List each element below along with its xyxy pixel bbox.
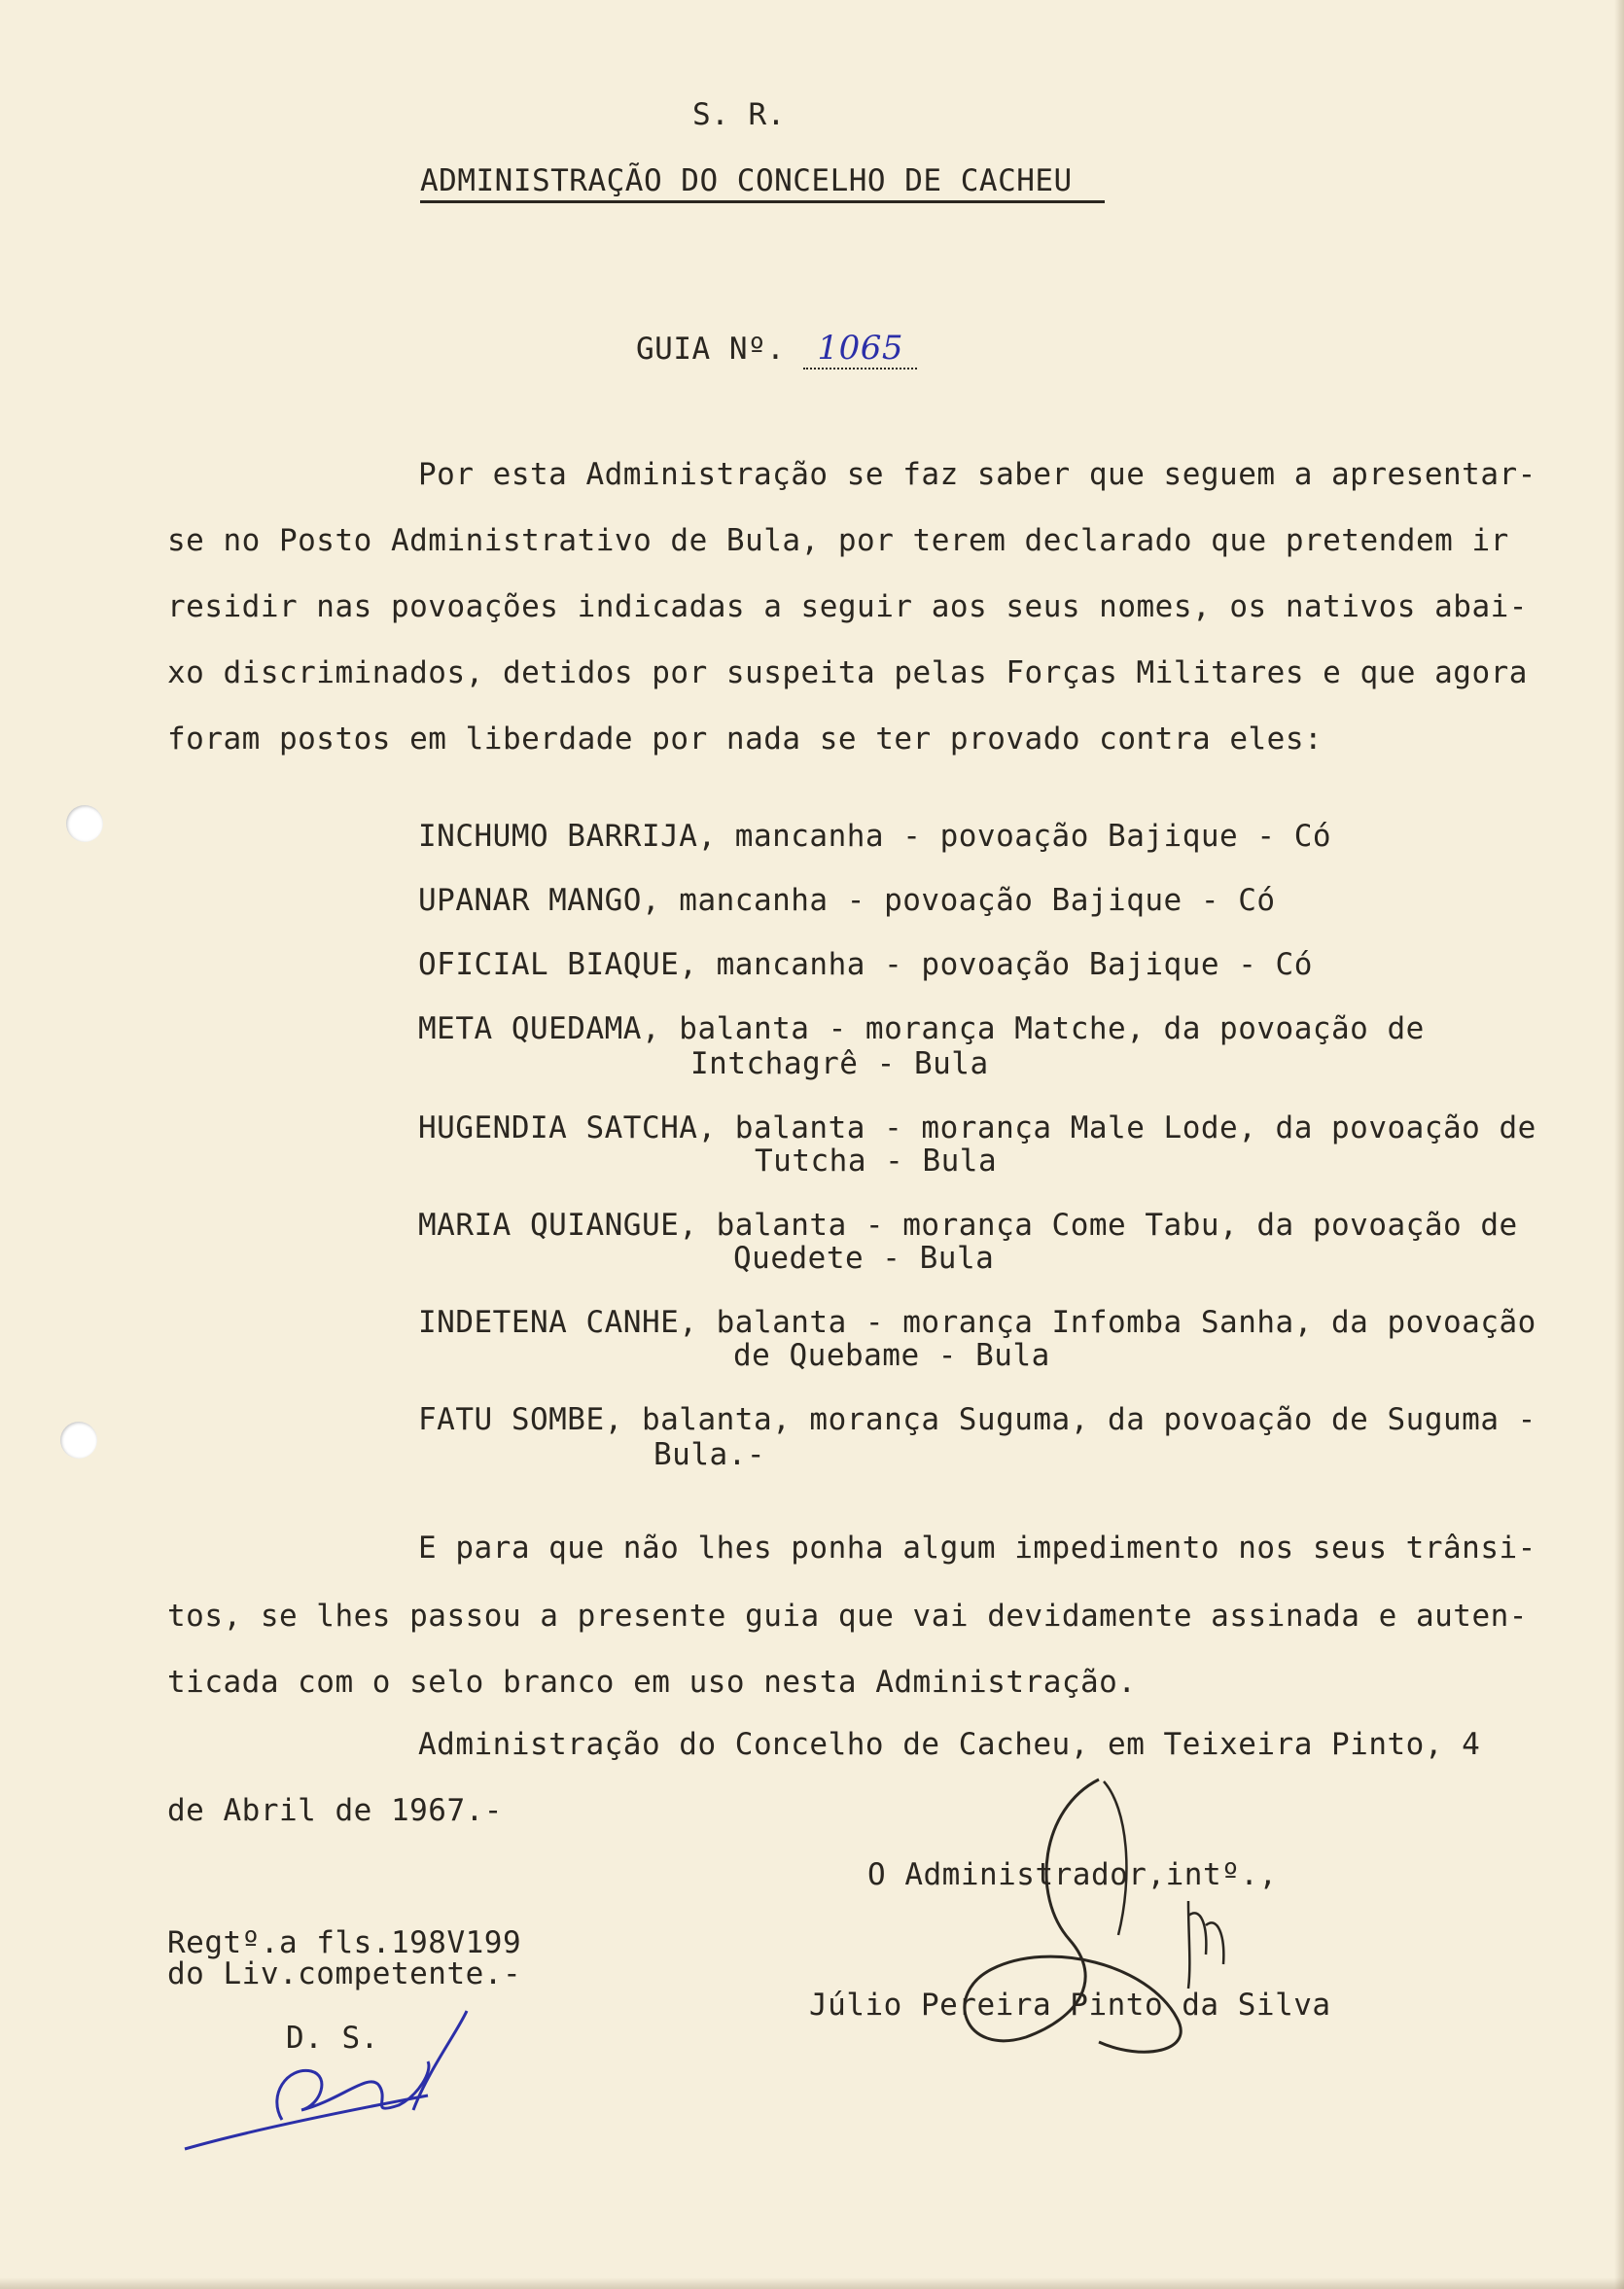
entry-4-line-1: META QUEDAMA, balanta - morança Matche, da povoação de <box>418 1011 1425 1046</box>
header-sr: S. R. <box>692 97 786 132</box>
intro-line-1: Por esta Administração se faz saber que seguem a apresentar- <box>418 457 1536 492</box>
entry-1: INCHUMO BARRIJA, mancanha - povoação Bajique - Có <box>418 819 1332 854</box>
guia-number-handwritten: 1065 <box>803 329 917 370</box>
registry-line-1: Regtº.a fls.198V199 <box>167 1925 522 1960</box>
intro-line-2: se no Posto Administrativo de Bula, por terem declarado que pretendem ir <box>167 523 1509 558</box>
punch-hole-bottom <box>60 1422 97 1459</box>
entry-5-line-1: HUGENDIA SATCHA, balanta - morança Male Lode, da povoação de <box>418 1110 1536 1145</box>
closing-line-1: E para que não lhes ponha algum impedimento nos seus trânsi- <box>418 1531 1536 1566</box>
signatory-title: O Administrador,intº., <box>867 1857 1278 1892</box>
page-bottom-shadow <box>0 2277 1624 2289</box>
place-date-line-2: de Abril de 1967.- <box>167 1793 503 1828</box>
closing-line-2: tos, se lhes passou a presente guia que vai devidamente assinada e auten- <box>167 1599 1528 1634</box>
entry-6-line-2: Quedete - Bula <box>733 1241 995 1276</box>
intro-line-3: residir nas povoações indicadas a seguir aos seus nomes, os nativos abai- <box>167 589 1528 624</box>
place-date-line-1: Administração do Concelho de Cacheu, em Teixeira Pinto, 4 <box>418 1727 1481 1762</box>
registry-ds: D. S. <box>286 2021 379 2056</box>
closing-line-3: ticada com o selo branco em uso nesta Administração. <box>167 1665 1137 1700</box>
registry-signature <box>175 2003 486 2168</box>
guia-label-text: GUIA Nº. <box>636 332 786 367</box>
entry-7-line-1: INDETENA CANHE, balanta - morança Infomba Sanha, da povoação <box>418 1305 1536 1340</box>
signatory-name: Júlio Pereira Pinto da Silva <box>809 1988 1331 2023</box>
entry-7-line-2: de Quebame - Bula <box>733 1338 1050 1373</box>
entry-6-line-1: MARIA QUIANGUE, balanta - morança Come Tabu, da povoação de <box>418 1208 1518 1243</box>
office-heading: ADMINISTRAÇÃO DO CONCELHO DE CACHEU <box>420 163 1073 198</box>
entry-5-line-2: Tutcha - Bula <box>755 1144 998 1179</box>
intro-line-5: foram postos em liberdade por nada se ter provado contra eles: <box>167 722 1324 757</box>
punch-hole-top <box>66 805 103 842</box>
entry-4-line-2: Intchagrê - Bula <box>690 1046 989 1081</box>
heading-underline <box>420 200 1105 203</box>
entry-3: OFICIAL BIAQUE, mancanha - povoação Bajique - Có <box>418 947 1313 982</box>
entry-2: UPANAR MANGO, mancanha - povoação Bajique - Có <box>418 883 1276 918</box>
intro-line-4: xo discriminados, detidos por suspeita pelas Forças Militares e que agora <box>167 655 1528 690</box>
page-edge-shadow <box>1614 0 1624 2289</box>
administrator-signature <box>934 1770 1245 2071</box>
entry-8-line-2: Bula.- <box>653 1437 765 1472</box>
entry-8-line-1: FATU SOMBE, balanta, morança Suguma, da povoação de Suguma - <box>418 1402 1536 1437</box>
registry-line-2: do Liv.competente.- <box>167 1956 522 1991</box>
guia-label <box>636 329 917 368</box>
